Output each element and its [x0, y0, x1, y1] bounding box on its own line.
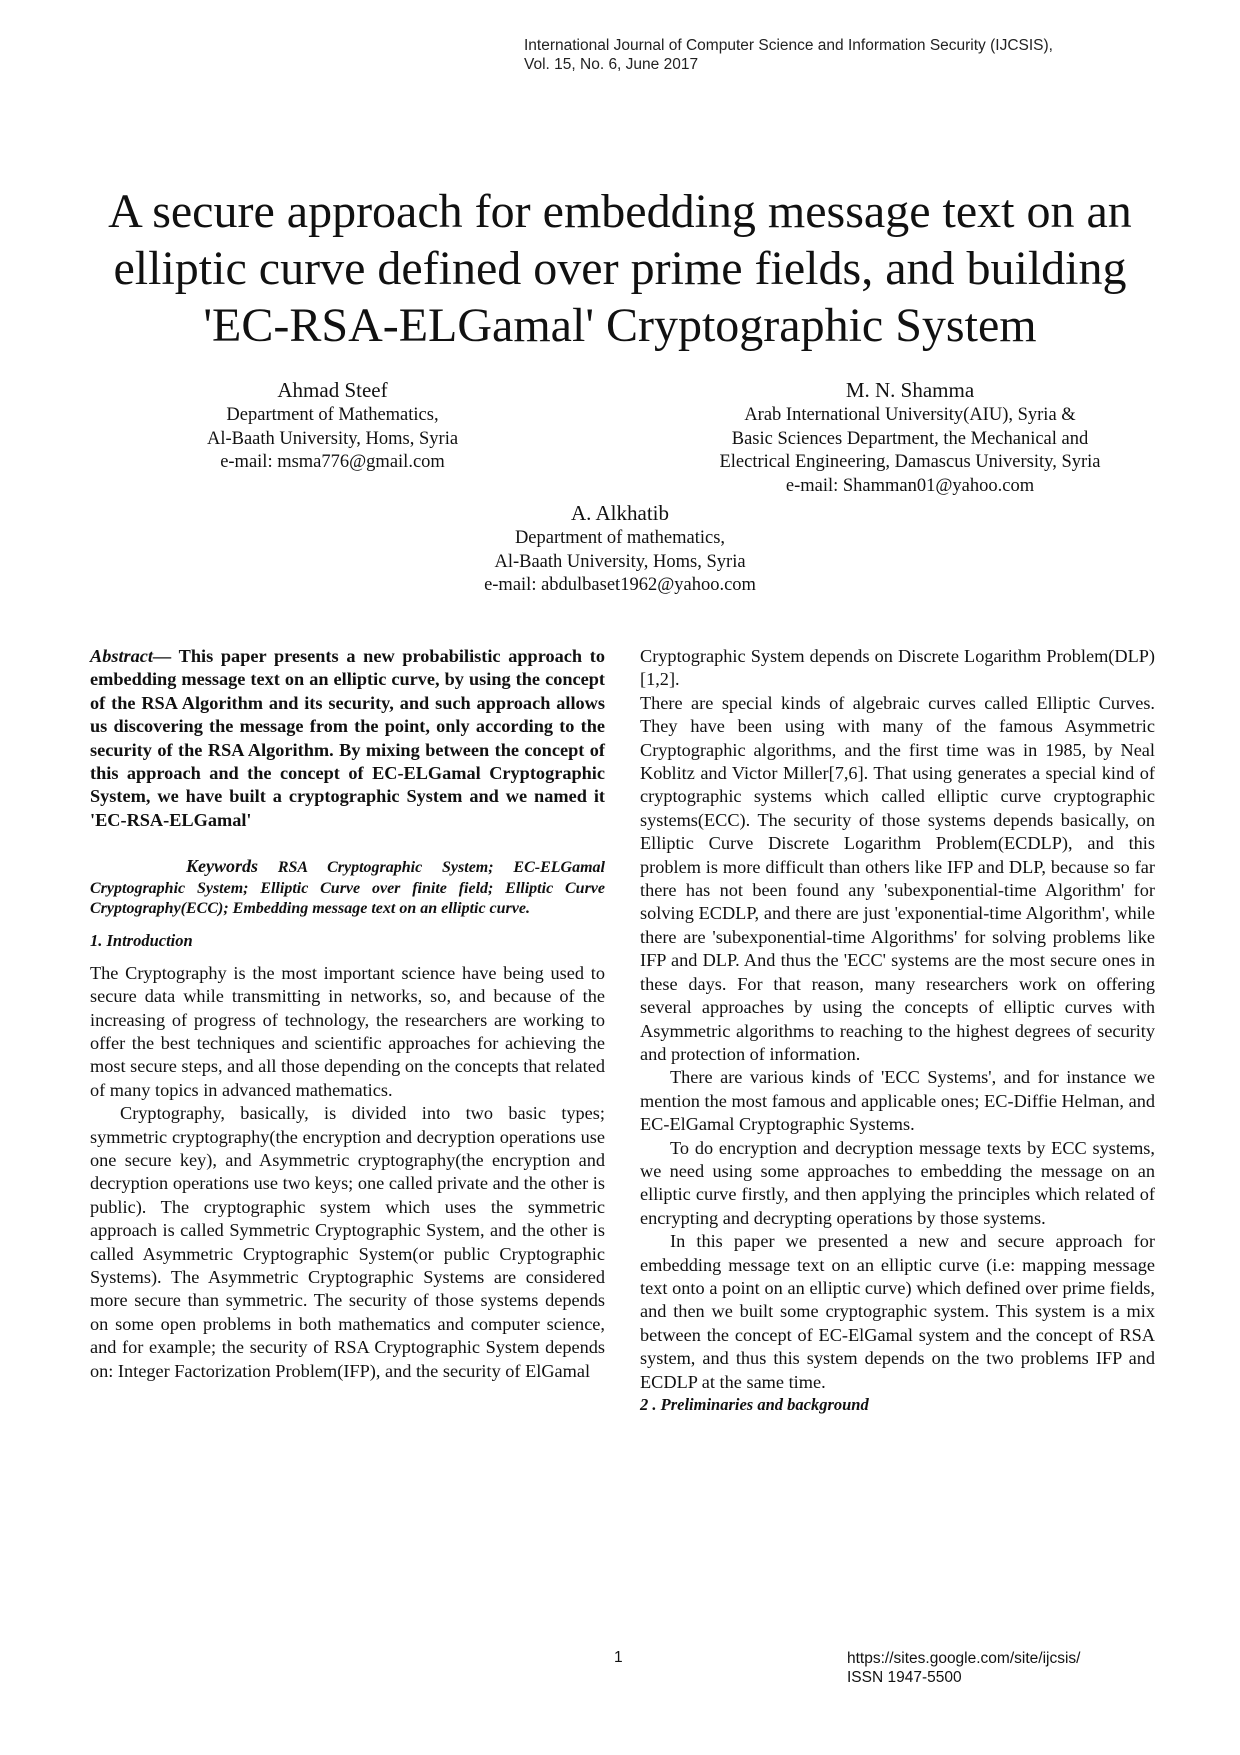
paragraph: There are various kinds of 'ECC Systems', and for instance we mention the most famous and applicable ones; EC-Diffie Helman, and EC-ElGamal Cryptographic Systems.: [640, 1067, 1155, 1135]
journal-volume: Vol. 15, No. 6, June 2017: [524, 56, 699, 73]
keywords: [90, 856, 605, 920]
paragraph: Cryptography, basically, is divided into two basic types; symmetric cryptography(the encryption and decryption operations use one secure key), and Asymmetric cryptography(the encryption and decryption operations use two keys; one called private and the other is public). The cryptographic system which uses the symmetric approach is called Symmetric Cryptographic System, and the other is called Asymmetric Cryptographic System(or public Cryptographic Systems). The Asymmetric Cryptographic Systems are considered more secure than symmetric. The security of those systems depends on some open problems in both mathematics and computer science, and for example; the security of RSA Cryptographic System depends on: Integer Factorization Problem(IFP), and the security of ElGamal: [90, 1103, 605, 1381]
abstract-text: This paper presents a new probabilistic approach to embedding message text on an elliptic curve, by using the concept of the RSA Algorithm and its security, and such approach allows us discovering the message from the point, only according to the security of the RSA Algorithm. By mixing between the concept of this approach and the concept of EC-ELGamal Cryptographic System, we have built a cryptographic System and we named it 'EC-RSA-ELGamal': [90, 646, 605, 830]
paragraph: Cryptographic System depends on Discrete Logarithm Problem(DLP) [1,2].: [640, 646, 1155, 690]
author-affiliation: Basic Sciences Department, the Mechanical and: [731, 428, 1089, 449]
paragraph: To do encryption and decryption message texts by ECC systems, we need using some approaches to embedding the message on an elliptic curve firstly, and then applying the principles which related of encrypting and decrypting operations by those systems.: [640, 1137, 1155, 1228]
paper-title: [60, 183, 1180, 354]
paragraph: There are special kinds of algebraic curves called Elliptic Curves. They have been using with many of the famous Asymmetric Cryptographic algorithms, and the first time was in 1985, by Neal Koblitz and Victor Miller[7,6]. That using generates a special kind of cryptographic systems which called elliptic curve cryptographic systems(ECC). The security of those systems depends basically, on Elliptic Curve Discrete Logarithm Problem(ECDLP), and this problem is more difficult than others like IFP and DLP, because so far there has not been found any 'subexponential-time Algorithm' for solving ECDLP, and there are just 'exponential-time Algorithm', while there are 'subexponential-time Algorithms' for solving problems like IFP and DLP. And thus the 'ECC' systems are the most secure ones in these days. For that reason, many researchers work on offering several approaches by using the concepts of elliptic curves with Asymmetric algorithms to reaching to the highest degrees of security and protection of information.: [640, 692, 1155, 1064]
section-heading-introduction: 1. Introduction: [90, 930, 193, 950]
left-column: [90, 645, 605, 1383]
journal-name: International Journal of Computer Science and Information Security (IJCSIS),: [524, 37, 1053, 54]
author-block-shamma: [680, 377, 1140, 498]
author-affiliation: Arab International University(AIU), Syria &: [744, 405, 1076, 425]
journal-header: [524, 36, 1053, 74]
journal-url: https://sites.google.com/site/ijcsis/: [847, 1650, 1081, 1667]
author-affiliation: Electrical Engineering, Damascus University, Syria: [719, 452, 1101, 472]
title-line-2: elliptic curve defined over prime fields, and building: [113, 242, 1127, 295]
author-name: A. Alkhatib: [571, 501, 669, 525]
page-number: 1: [614, 1649, 623, 1666]
author-affiliation: Department of mathematics,: [514, 528, 726, 548]
keywords-label: Keywords: [186, 856, 258, 877]
author-email: e-mail: msma776@gmail.com: [220, 452, 445, 472]
author-email: e-mail: abdulbaset1962@yahoo.com: [484, 575, 756, 595]
author-name: Ahmad Steef: [277, 378, 388, 402]
author-block-steef: [160, 377, 505, 475]
title-line-1: A secure approach for embedding message text on an: [108, 185, 1132, 238]
author-affiliation: Department of Mathematics,: [226, 405, 439, 425]
author-email: e-mail: Shamman01@yahoo.com: [785, 475, 1035, 496]
issn: ISSN 1947-5500: [847, 1669, 962, 1686]
author-affiliation: Al-Baath University, Homs, Syria: [494, 551, 746, 572]
author-affiliation: Al-Baath University, Homs, Syria: [206, 428, 459, 449]
author-block-alkhatib: [430, 500, 810, 598]
right-column: [640, 645, 1155, 1416]
keywords-text: RSA Cryptographic System; EC-ELGamal Cryptographic System; Elliptic Curve over finite field; Elliptic Curve Cryptography(ECC); Embedding message text on an elliptic curve.: [90, 859, 605, 918]
author-name: M. N. Shamma: [845, 378, 975, 402]
title-line-3: 'EC-RSA-ELGamal' Cryptographic System: [203, 299, 1037, 352]
footer-info: [847, 1649, 1080, 1687]
abstract: [90, 645, 605, 832]
abstract-label: Abstract—: [90, 646, 172, 666]
paragraph: The Cryptography is the most important science have being used to secure data while transmitting in networks, so, and because of the increasing of progress of technology, the researchers are working to offer the best techniques and scientific approaches for achieving the most secure steps, and all those depending on the concepts that related of many topics in advanced mathematics.: [90, 962, 605, 1100]
paragraph: In this paper we presented a new and secure approach for embedding message text on an elliptic curve (i.e: mapping message text onto a point on an elliptic curve) which defined over prime fields, and then we built some cryptographic system. This system is a mix between the concept of EC-ElGamal system and the concept of RSA system, and thus this system depends on the two problems IFP and ECDLP at the same time.: [640, 1231, 1155, 1392]
section-heading-preliminaries: 2 . Preliminaries and background: [640, 1395, 869, 1414]
